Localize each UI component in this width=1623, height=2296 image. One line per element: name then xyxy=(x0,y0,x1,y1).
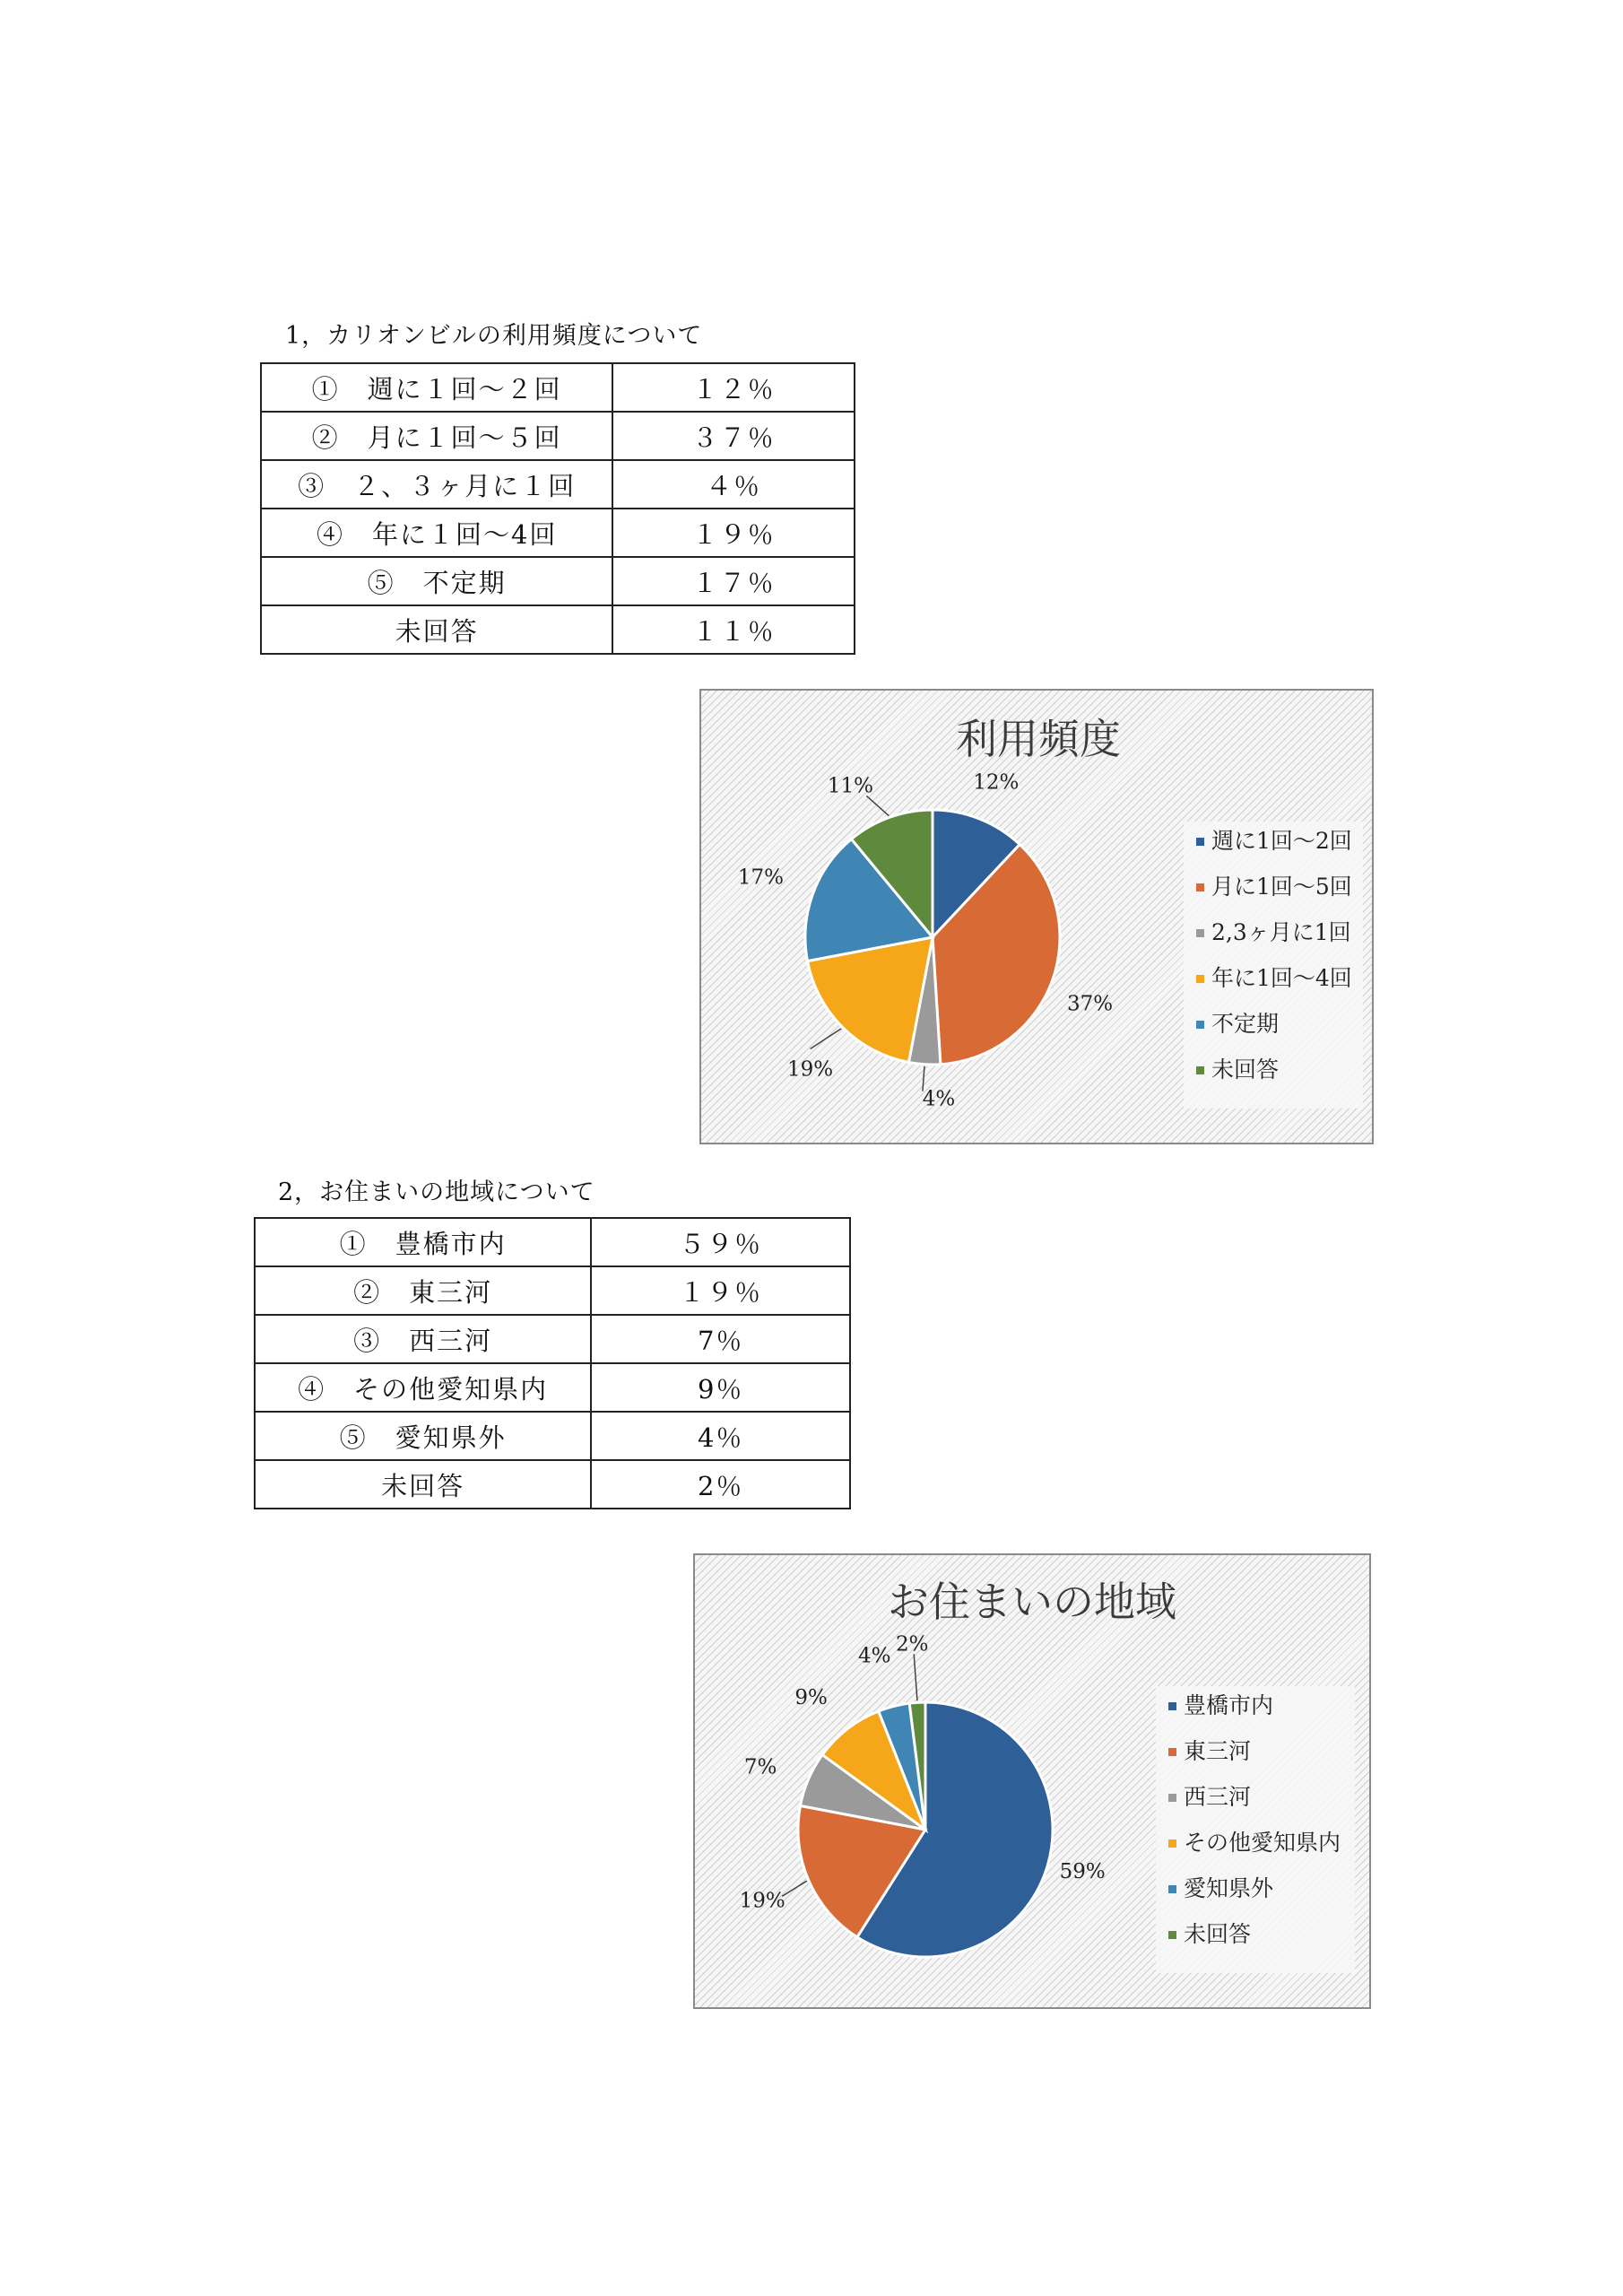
table-row xyxy=(261,363,855,412)
row-label: ④ その他愛知県内 xyxy=(255,1363,591,1412)
legend-swatch xyxy=(1168,1931,1176,1939)
legend-label: 週に1回～2回 xyxy=(1211,828,1352,854)
table-row xyxy=(255,1315,850,1363)
row-value: ４％ xyxy=(612,460,855,509)
row-value: １７％ xyxy=(612,557,855,605)
table-row xyxy=(261,557,855,605)
row-label: ② 東三河 xyxy=(255,1266,591,1315)
legend-label: 月に1回～5回 xyxy=(1211,874,1352,900)
row-value: １９％ xyxy=(612,509,855,557)
table-row xyxy=(261,509,855,557)
slice-label: 4% xyxy=(857,1644,891,1668)
row-value: 7％ xyxy=(591,1315,850,1363)
chart-title: 利用頻度 xyxy=(956,715,1121,763)
slice-label: 11% xyxy=(827,774,873,798)
slice-label: 2% xyxy=(895,1632,929,1657)
legend-label: 年に1回～4回 xyxy=(1211,965,1352,991)
legend-swatch xyxy=(1196,975,1204,983)
legend-swatch xyxy=(1196,838,1204,846)
region-pie-chart xyxy=(695,1555,1369,2007)
legend-label: 豊橋市内 xyxy=(1184,1692,1274,1718)
row-value: ３７％ xyxy=(612,412,855,460)
legend-label: その他愛知県内 xyxy=(1184,1830,1341,1856)
row-value: １９％ xyxy=(591,1266,850,1315)
legend-swatch xyxy=(1168,1885,1176,1893)
row-label: ① 豊橋市内 xyxy=(255,1218,591,1266)
row-value: 4％ xyxy=(591,1412,850,1460)
row-label: ① 週に１回～２回 xyxy=(261,363,612,412)
legend-label: 東三河 xyxy=(1184,1738,1252,1764)
row-label: ④ 年に１回～4回 xyxy=(261,509,612,557)
row-value: 9％ xyxy=(591,1363,850,1412)
table-row xyxy=(255,1412,850,1460)
row-label: ⑤ 不定期 xyxy=(261,557,612,605)
region-chart xyxy=(693,1553,1371,2009)
slice-label: 37% xyxy=(1067,992,1114,1016)
region-table xyxy=(254,1217,851,1509)
frequency-pie-chart xyxy=(701,691,1372,1143)
slice-label: 7% xyxy=(743,1755,777,1779)
leader-line xyxy=(866,796,889,815)
legend-swatch xyxy=(1168,1839,1176,1848)
leader-line xyxy=(782,1881,807,1896)
legend-label: 不定期 xyxy=(1211,1011,1280,1037)
leader-line xyxy=(914,1654,917,1700)
slice-label: 17% xyxy=(737,865,784,890)
legend-swatch xyxy=(1196,883,1204,891)
legend-label: 未回答 xyxy=(1211,1057,1280,1083)
row-label: ⑤ 愛知県外 xyxy=(255,1412,591,1460)
slice-label: 59% xyxy=(1059,1859,1106,1883)
legend-label: 西三河 xyxy=(1184,1784,1252,1810)
table-row xyxy=(255,1363,850,1412)
slice-label: 9% xyxy=(794,1686,828,1710)
legend-swatch xyxy=(1168,1794,1176,1802)
frequency-chart xyxy=(699,689,1374,1144)
table-row xyxy=(261,605,855,654)
legend-label: 未回答 xyxy=(1184,1921,1252,1947)
row-label: 未回答 xyxy=(261,605,612,654)
row-value: １１％ xyxy=(612,605,855,654)
slice-label: 4% xyxy=(922,1087,956,1111)
row-value: ５９％ xyxy=(591,1218,850,1266)
legend-swatch xyxy=(1168,1748,1176,1756)
slice-label: 19% xyxy=(786,1057,834,1082)
section1-heading: 1，カリオンビルの利用頻度について xyxy=(285,322,703,350)
slice-label: 12% xyxy=(973,770,1020,795)
chart-title: お住まいの地域 xyxy=(888,1578,1176,1626)
row-value: １２％ xyxy=(612,363,855,412)
row-label: ② 月に１回～５回 xyxy=(261,412,612,460)
table-row xyxy=(255,1460,850,1509)
legend-swatch xyxy=(1196,1021,1204,1029)
table-row xyxy=(261,412,855,460)
row-label: ③ 西三河 xyxy=(255,1315,591,1363)
section2-heading: 2，お住まいの地域について xyxy=(278,1178,595,1206)
legend-swatch xyxy=(1196,1066,1204,1074)
table-row xyxy=(261,460,855,509)
row-label: ③ ２、３ヶ月に１回 xyxy=(261,460,612,509)
legend-swatch xyxy=(1168,1702,1176,1710)
legend-swatch xyxy=(1196,929,1204,937)
row-value: 2％ xyxy=(591,1460,850,1509)
legend-label: 2,3ヶ月に1回 xyxy=(1211,919,1351,945)
table-row xyxy=(255,1218,850,1266)
leader-line xyxy=(811,1029,842,1049)
table-row xyxy=(255,1266,850,1315)
frequency-table xyxy=(260,362,855,655)
row-label: 未回答 xyxy=(255,1460,591,1509)
slice-label: 19% xyxy=(739,1889,785,1913)
legend-label: 愛知県外 xyxy=(1184,1875,1274,1901)
